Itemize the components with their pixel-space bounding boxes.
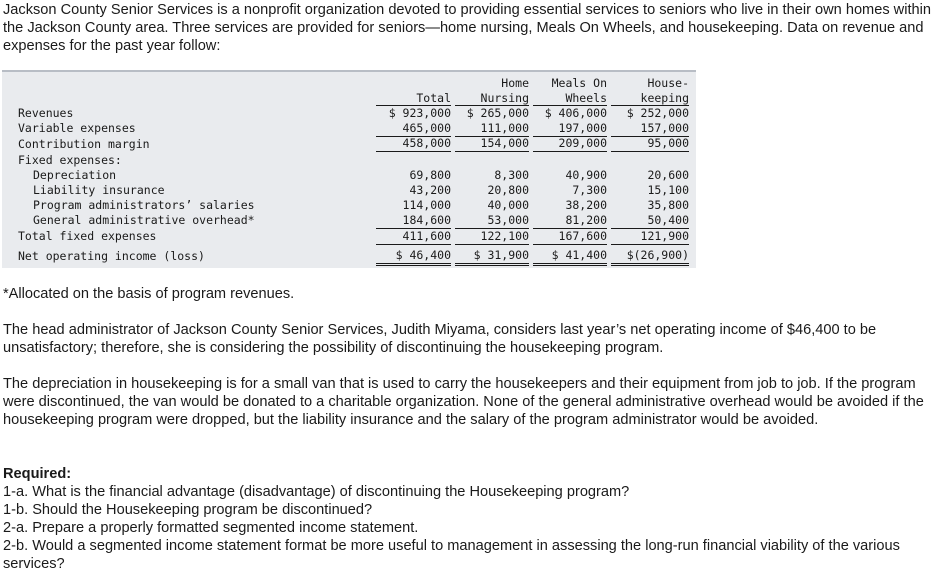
required-section <box>3 465 943 573</box>
header-meals-line2: Wheels <box>565 91 607 105</box>
cell-net-total: $ 46,400 <box>376 248 451 266</box>
cell-net-meals: $ 41,400 <box>533 248 607 266</box>
cell-total-fixed-home: 122,100 <box>455 229 529 245</box>
required-item: 2-a. Prepare a properly formatted segmented income statement. <box>3 520 419 536</box>
cell-variable-meals: 197,000 <box>533 121 607 137</box>
cell-overhead-meals: 81,200 <box>533 213 607 229</box>
cell-liability-meals: 7,300 <box>572 183 607 197</box>
row-label-revenues: Revenues <box>18 106 74 120</box>
cell-total-fixed-meals: 167,600 <box>533 229 607 245</box>
cell-contribution-housekeeping: 95,000 <box>611 136 689 152</box>
intro-paragraph: Jackson County Senior Services is a nonprofit organization devoted to providing essential services to seniors who live in their own homes within the Jackson County area. Three services are provided for seniors—home nursing, Meals On Wheels, and housekeeping. Data on revenue and expenses for the past year follow: <box>3 2 931 54</box>
cell-variable-home: 111,000 <box>455 121 529 137</box>
cell-liability-home: 20,800 <box>487 183 529 197</box>
cell-salaries-housekeeping: 35,800 <box>647 198 689 212</box>
required-item: 2-b. Would a segmented income statement format be more useful to management in assessing the long-run financial viability of the various services? <box>3 538 900 572</box>
cell-revenues-home: $ 265,000 <box>455 105 529 121</box>
income-statement-table <box>2 70 696 268</box>
cell-liability-housekeeping: 15,100 <box>647 183 689 197</box>
cell-overhead-total: 184,600 <box>376 213 451 229</box>
required-item: 1-b. Should the Housekeeping program be discontinued? <box>3 502 373 518</box>
cell-revenues-total: $ 923,000 <box>376 105 451 121</box>
row-label-variable: Variable expenses <box>18 121 136 135</box>
row-label-contribution: Contribution margin <box>18 137 150 151</box>
cell-total-fixed-total: 411,600 <box>376 229 451 245</box>
cell-depreciation-total: 69,800 <box>409 168 451 182</box>
row-label-liability: Liability insurance <box>33 183 165 197</box>
cell-contribution-total: 458,000 <box>376 136 451 152</box>
cell-depreciation-housekeeping: 20,600 <box>647 168 689 182</box>
header-home-line2: Nursing <box>480 91 529 105</box>
cell-salaries-total: 114,000 <box>402 198 451 212</box>
header-housekeeping-line2: keeping <box>640 91 689 105</box>
header-housekeeping-line1: House- <box>647 76 689 90</box>
cell-salaries-meals: 38,200 <box>565 198 607 212</box>
cell-revenues-meals: $ 406,000 <box>533 105 607 121</box>
footnote: *Allocated on the basis of program revenues. <box>3 286 295 302</box>
cell-contribution-home: 154,000 <box>455 136 529 152</box>
row-label-overhead: General administrative overhead* <box>33 213 255 227</box>
header-total: Total <box>416 91 451 105</box>
row-label-net: Net operating income (loss) <box>18 249 205 263</box>
row-label-depreciation: Depreciation <box>33 168 117 182</box>
cell-depreciation-home: 8,300 <box>494 168 529 182</box>
cell-variable-total: 465,000 <box>376 121 451 137</box>
required-title: Required: <box>3 466 72 482</box>
row-label-salaries: Program administrators’ salaries <box>33 198 255 212</box>
cell-contribution-meals: 209,000 <box>533 136 607 152</box>
cell-net-housekeeping: $(26,900) <box>611 248 689 266</box>
cell-variable-housekeeping: 157,000 <box>611 121 689 137</box>
cell-revenues-housekeeping: $ 252,000 <box>611 105 689 121</box>
cell-salaries-home: 40,000 <box>487 198 529 212</box>
cell-depreciation-meals: 40,900 <box>565 168 607 182</box>
paragraph-depreciation: The depreciation in housekeeping is for a small van that is used to carry the housekeepers and their equipment from job to job. If the program were discontinued, the van would be donated to a charitable organization. None of the general administrative overhead would be avoided if the housekeeping program were dropped, but the liability insurance and the salary of the program administrator would be avoided. <box>3 376 924 428</box>
paragraph-administrator: The head administrator of Jackson County Senior Services, Judith Miyama, considers last year’s net operating income of $46,400 to be unsatisfactory; therefore, she is considering the possibility of discontinuing the housekeeping program. <box>3 322 877 356</box>
cell-overhead-housekeeping: 50,400 <box>611 213 689 229</box>
row-label-fixed-expenses: Fixed expenses: <box>18 153 122 167</box>
header-meals-line1: Meals On <box>551 76 607 90</box>
cell-total-fixed-housekeeping: 121,900 <box>611 229 689 245</box>
cell-liability-total: 43,200 <box>409 183 451 197</box>
required-item: 1-a. What is the financial advantage (disadvantage) of discontinuing the Housekeeping program? <box>3 484 630 500</box>
cell-net-home: $ 31,900 <box>455 248 529 266</box>
cell-overhead-home: 53,000 <box>455 213 529 229</box>
header-home-line1: Home <box>501 76 529 90</box>
row-label-total-fixed: Total fixed expenses <box>18 229 157 243</box>
